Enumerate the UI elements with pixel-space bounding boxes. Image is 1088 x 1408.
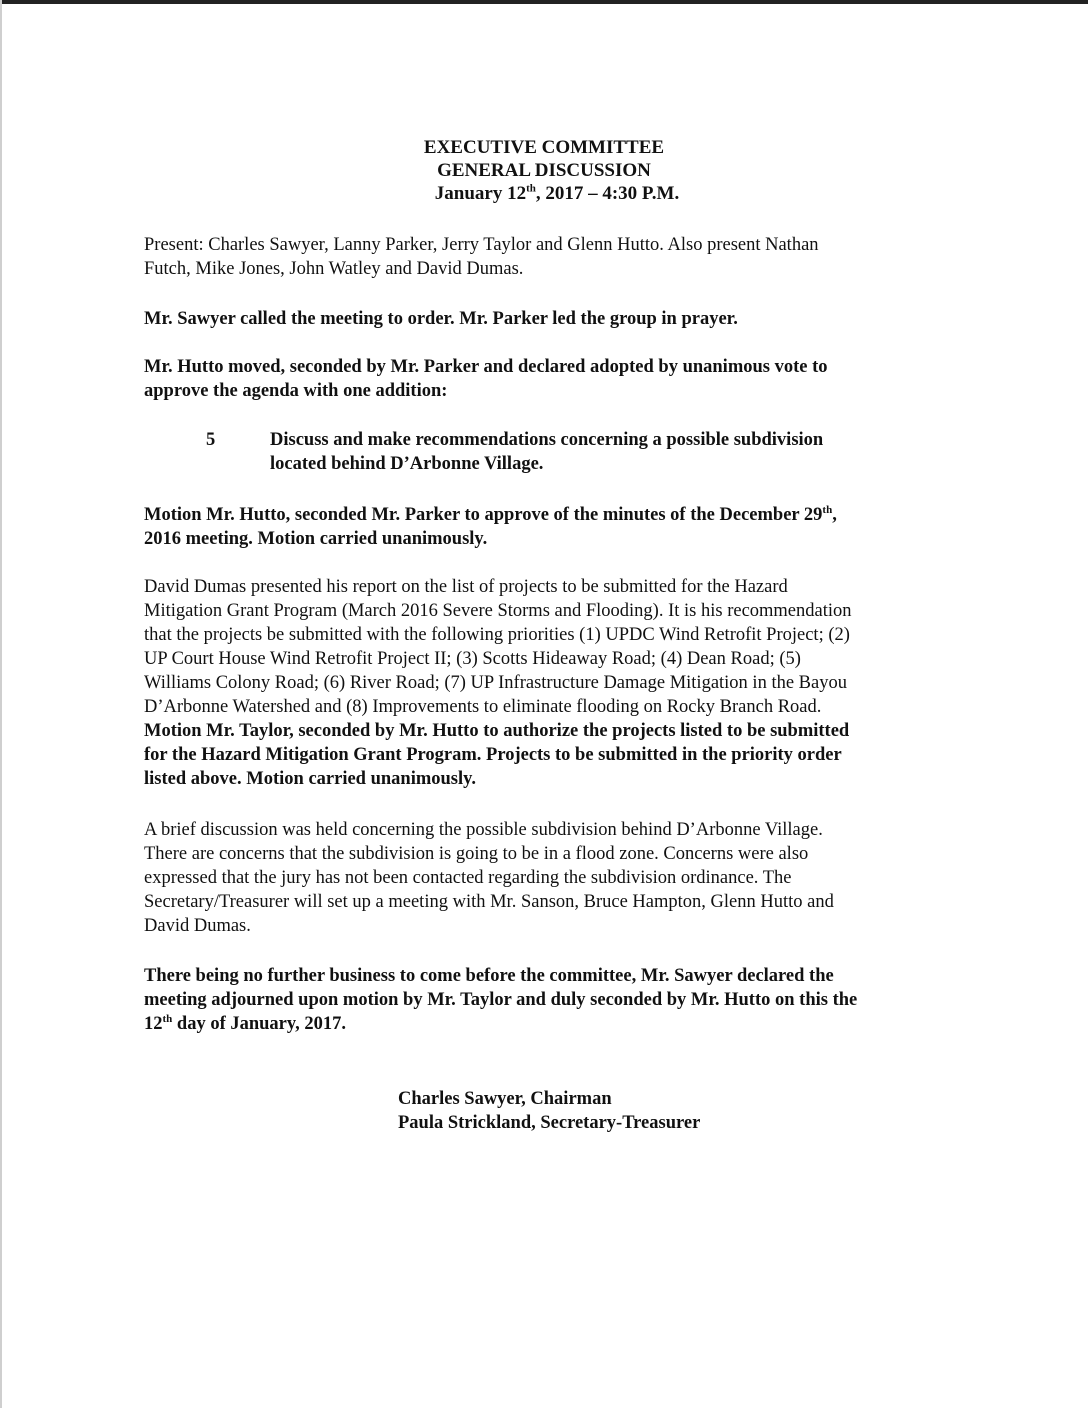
subdivision-line: expressed that the jury has not been contacted regarding the subdivision ordinance. The — [144, 868, 792, 888]
agenda-motion-line-2: approve the agenda with one addition: — [144, 381, 448, 401]
adjournment-date-rest: day of January, 2017. — [172, 1014, 346, 1034]
call-to-order-line: Mr. Sawyer called the meeting to order. Mr. Parker led the group in prayer. — [144, 309, 738, 329]
subdivision-discussion-paragraph — [144, 818, 980, 938]
minutes-motion-paragraph — [144, 503, 980, 551]
secretary-signature: Paula Strickland, Secretary-Treasurer — [398, 1113, 701, 1133]
minutes-motion-line-1-text: Motion Mr. Hutto, seconded Mr. Parker to approve of the minutes of the December 29 — [144, 505, 823, 525]
adjournment-paragraph — [144, 964, 980, 1036]
agenda-item-line-2: located behind D’Arbonne Village. — [270, 454, 544, 474]
agenda-motion-paragraph — [144, 355, 980, 403]
hazard-motion-line: listed above. Motion carried unanimously. — [144, 769, 476, 789]
hazard-report-line: that the projects be submitted with the following priorities (1) UPDC Wind Retrofit Project; (2) — [144, 625, 850, 645]
agenda-motion-line-1: Mr. Hutto moved, seconded by Mr. Parker and declared adopted by unanimous vote to — [144, 357, 828, 377]
present-line-2: Futch, Mike Jones, John Watley and David Dumas. — [144, 259, 524, 279]
minutes-motion-line-2: 2016 meeting. Motion carried unanimously. — [144, 529, 488, 549]
meeting-subtitle: GENERAL DISCUSSION — [437, 160, 651, 181]
subdivision-line: David Dumas. — [144, 916, 251, 936]
agenda-item-text — [270, 428, 930, 476]
document-heading — [0, 136, 1088, 205]
chairman-signature: Charles Sawyer, Chairman — [398, 1089, 612, 1109]
committee-title: EXECUTIVE COMMITTEE — [423, 137, 665, 158]
meeting-date — [0, 182, 1088, 205]
hazard-report-line: D’Arbonne Watershed and (8) Improvements to eliminate flooding on Rocky Branch Road. — [144, 697, 822, 717]
hazard-report-line: Mitigation Grant Program (March 2016 Severe Storms and Flooding). It is his recommendation — [144, 601, 852, 621]
adjournment-line-1: There being no further business to come before the committee, Mr. Sawyer declared the — [144, 966, 834, 986]
agenda-item-number: 5 — [206, 430, 216, 450]
call-to-order-paragraph — [144, 307, 980, 331]
adjournment-line-2: meeting adjourned upon motion by Mr. Taylor and duly seconded by Mr. Hutto on this the — [144, 990, 858, 1010]
hazard-report-line: Williams Colony Road; (6) River Road; (7) UP Infrastructure Damage Mitigation in the Bayou — [144, 673, 847, 693]
scan-edge-left — [0, 0, 2, 1408]
meeting-date-rest: , 2017 – 4:30 P.M. — [535, 183, 680, 204]
scan-edge-top — [0, 0, 1088, 4]
hazard-report-paragraph — [144, 575, 980, 791]
adjournment-day: 12 — [144, 1014, 163, 1034]
meeting-date-day: January 12 — [434, 183, 527, 204]
subdivision-line: A brief discussion was held concerning the possible subdivision behind D’Arbonne Village. — [144, 820, 823, 840]
present-line-1: Present: Charles Sawyer, Lanny Parker, Jerry Taylor and Glenn Hutto. Also present Nathan — [144, 235, 819, 255]
agenda-item-line-1: Discuss and make recommendations concerning a possible subdivision — [270, 430, 824, 450]
hazard-motion-line: Motion Mr. Taylor, seconded by Mr. Hutto to authorize the projects listed to be submitted — [144, 721, 850, 741]
hazard-report-line: UP Court House Wind Retrofit Project II; (3) Scotts Hideaway Road; (4) Dean Road; (5) — [144, 649, 801, 669]
adjournment-line-3 — [144, 1012, 980, 1036]
signature-block — [398, 1087, 700, 1135]
minutes-motion-comma: , — [832, 505, 837, 525]
subdivision-line: There are concerns that the subdivision is going to be in a flood zone. Concerns were also — [144, 844, 809, 864]
minutes-motion-suffix: th — [822, 503, 833, 516]
hazard-report-line: David Dumas presented his report on the list of projects to be submitted for the Hazard — [144, 577, 788, 597]
minutes-motion-line-1 — [144, 503, 980, 527]
meeting-date-suffix: th — [526, 182, 536, 195]
subdivision-line: Secretary/Treasurer will set up a meeting with Mr. Sanson, Bruce Hampton, Glenn Hutto and — [144, 892, 834, 912]
adjournment-day-suffix: th — [162, 1012, 173, 1025]
present-paragraph — [144, 233, 980, 281]
hazard-motion-line: for the Hazard Mitigation Grant Program. Projects to be submitted in the priority order — [144, 745, 842, 765]
